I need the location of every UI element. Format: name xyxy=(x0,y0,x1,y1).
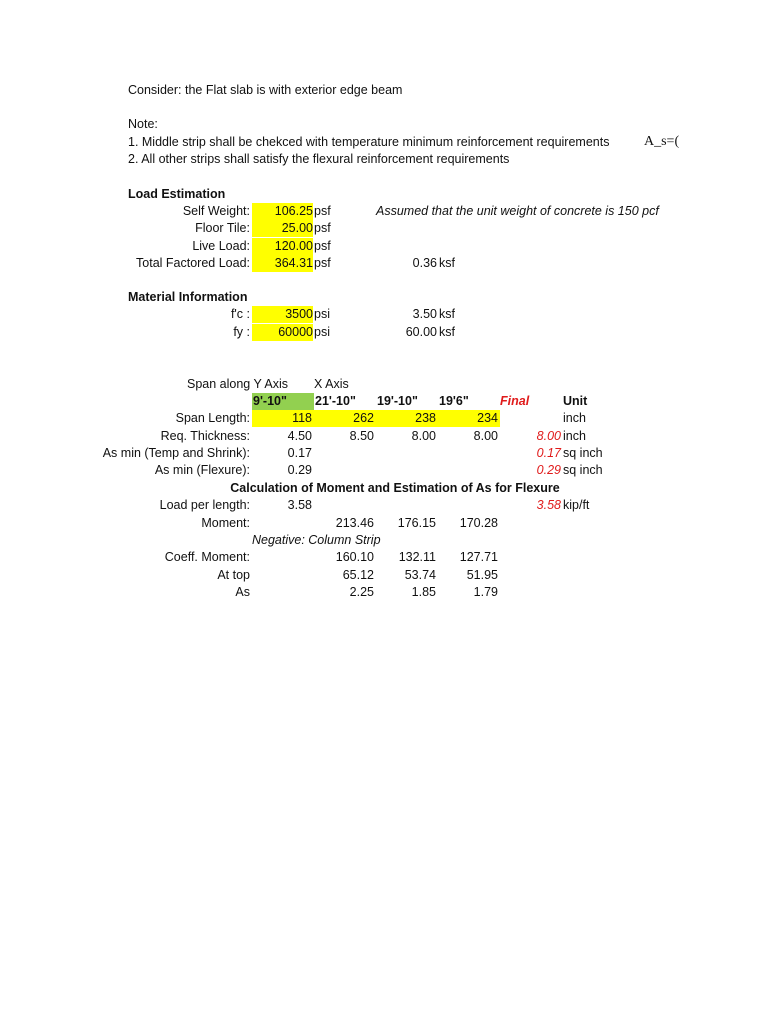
self-weight-unit: psf xyxy=(314,204,331,218)
load-per-length-unit: kip/ft xyxy=(563,498,590,512)
span-length-label: Span Length: xyxy=(175,411,250,425)
as-min-temp-unit: sq inch xyxy=(563,446,603,460)
fc-ksf-value: 3.50 xyxy=(412,307,437,321)
as-2: 1.85 xyxy=(411,585,436,599)
live-load-unit: psf xyxy=(314,239,331,253)
note-heading: Note: xyxy=(128,117,158,131)
span-length-1: 118 xyxy=(292,411,312,425)
load-per-length-value: 3.58 xyxy=(287,498,312,512)
fy-ksf-unit: ksf xyxy=(439,325,455,339)
live-load-label: Live Load: xyxy=(192,239,250,253)
span-length-3: 238 xyxy=(415,411,436,425)
load-per-length-final: 3.58 xyxy=(536,498,561,512)
final-header: Final xyxy=(500,394,530,408)
span-length-unit: inch xyxy=(563,411,586,425)
load-heading: Load Estimation xyxy=(128,187,226,201)
material-heading: Material Information xyxy=(128,290,248,304)
req-thickness-4: 8.00 xyxy=(473,429,498,443)
consider-text: Consider: the Flat slab is with exterior edge beam xyxy=(128,83,403,97)
at-top-3: 51.95 xyxy=(466,568,498,582)
req-thickness-final: 8.00 xyxy=(536,429,561,443)
fy-value: 60000 xyxy=(252,324,313,341)
coeff-moment-3: 127.71 xyxy=(459,550,498,564)
coeff-moment-2: 132.11 xyxy=(398,550,436,564)
req-thickness-1: 4.50 xyxy=(287,429,312,443)
at-top-label: At top xyxy=(217,568,250,582)
span-length-4: 234 xyxy=(477,411,498,425)
coeff-moment-label: Coeff. Moment: xyxy=(164,550,250,564)
moment-3: 170.28 xyxy=(459,516,498,530)
live-load-value: 120.00 xyxy=(252,238,313,255)
total-ksf-value: 0.36 xyxy=(412,256,437,270)
note-1-formula: A_s=( xyxy=(644,134,680,149)
req-thickness-label: Req. Thickness: xyxy=(160,429,250,443)
total-factored-unit: psf xyxy=(314,256,331,270)
load-per-length-label: Load per length: xyxy=(159,498,250,512)
moment-2: 176.15 xyxy=(397,516,436,530)
floor-tile-value: 25.00 xyxy=(252,220,313,237)
as-min-flex-value: 0.29 xyxy=(287,463,312,477)
fy-label: fy : xyxy=(233,325,250,339)
as-3: 1.79 xyxy=(473,585,498,599)
as-min-flex-unit: sq inch xyxy=(563,463,603,477)
unit-header: Unit xyxy=(563,394,588,408)
unit-weight-note: Assumed that the unit weight of concrete is 150 pcf xyxy=(376,204,659,218)
coeff-moment-1: 160.10 xyxy=(335,550,374,564)
moment-label: Moment: xyxy=(201,516,250,530)
as-min-temp-value: 0.17 xyxy=(287,446,312,460)
self-weight-label: Self Weight: xyxy=(182,204,250,218)
total-ksf-unit: ksf xyxy=(439,256,455,270)
span-header-2: 21'-10" xyxy=(315,394,356,408)
fy-ksf-value: 60.00 xyxy=(405,325,437,339)
fc-unit: psi xyxy=(314,307,330,321)
span-header-4: 19'6" xyxy=(439,394,469,408)
req-thickness-2: 8.50 xyxy=(349,429,374,443)
moment-1: 213.46 xyxy=(335,516,374,530)
total-factored-label: Total Factored Load: xyxy=(136,256,250,270)
req-thickness-3: 8.00 xyxy=(411,429,436,443)
fc-label: f'c : xyxy=(230,307,250,321)
at-top-1: 65.12 xyxy=(342,568,374,582)
x-axis-label: X Axis xyxy=(314,377,349,391)
note-1: 1. Middle strip shall be chekced with temperature minimum reinforcement requirements xyxy=(128,135,610,149)
span-along-label: Span along Y Axis xyxy=(187,377,289,391)
as-min-flex-final: 0.29 xyxy=(536,463,561,477)
as-min-flex-label: As min (Flexure): xyxy=(154,463,250,477)
span-header-1: 9'-10" xyxy=(252,393,314,410)
as-min-temp-final: 0.17 xyxy=(536,446,561,460)
as-label: As xyxy=(235,585,250,599)
req-thickness-unit: inch xyxy=(563,429,586,443)
floor-tile-label: Floor Tile: xyxy=(195,221,250,235)
fy-unit: psi xyxy=(314,325,330,339)
negative-column-strip: Negative: Column Strip xyxy=(252,533,381,547)
span-header-3: 19'-10" xyxy=(377,394,418,408)
span-length-2: 262 xyxy=(353,411,374,425)
fc-value: 3500 xyxy=(252,306,313,323)
as-1: 2.25 xyxy=(349,585,374,599)
note-2: 2. All other strips shall satisfy the flexural reinforcement requirements xyxy=(128,152,510,166)
at-top-2: 53.74 xyxy=(404,568,436,582)
floor-tile-unit: psf xyxy=(314,221,331,235)
moment-heading: Calculation of Moment and Estimation of As for Flexure xyxy=(230,481,560,495)
total-factored-value: 364.31 xyxy=(252,255,313,272)
as-min-temp-label: As min (Temp and Shrink): xyxy=(102,446,250,460)
fc-ksf-unit: ksf xyxy=(439,307,455,321)
self-weight-value: 106.25 xyxy=(252,203,313,220)
